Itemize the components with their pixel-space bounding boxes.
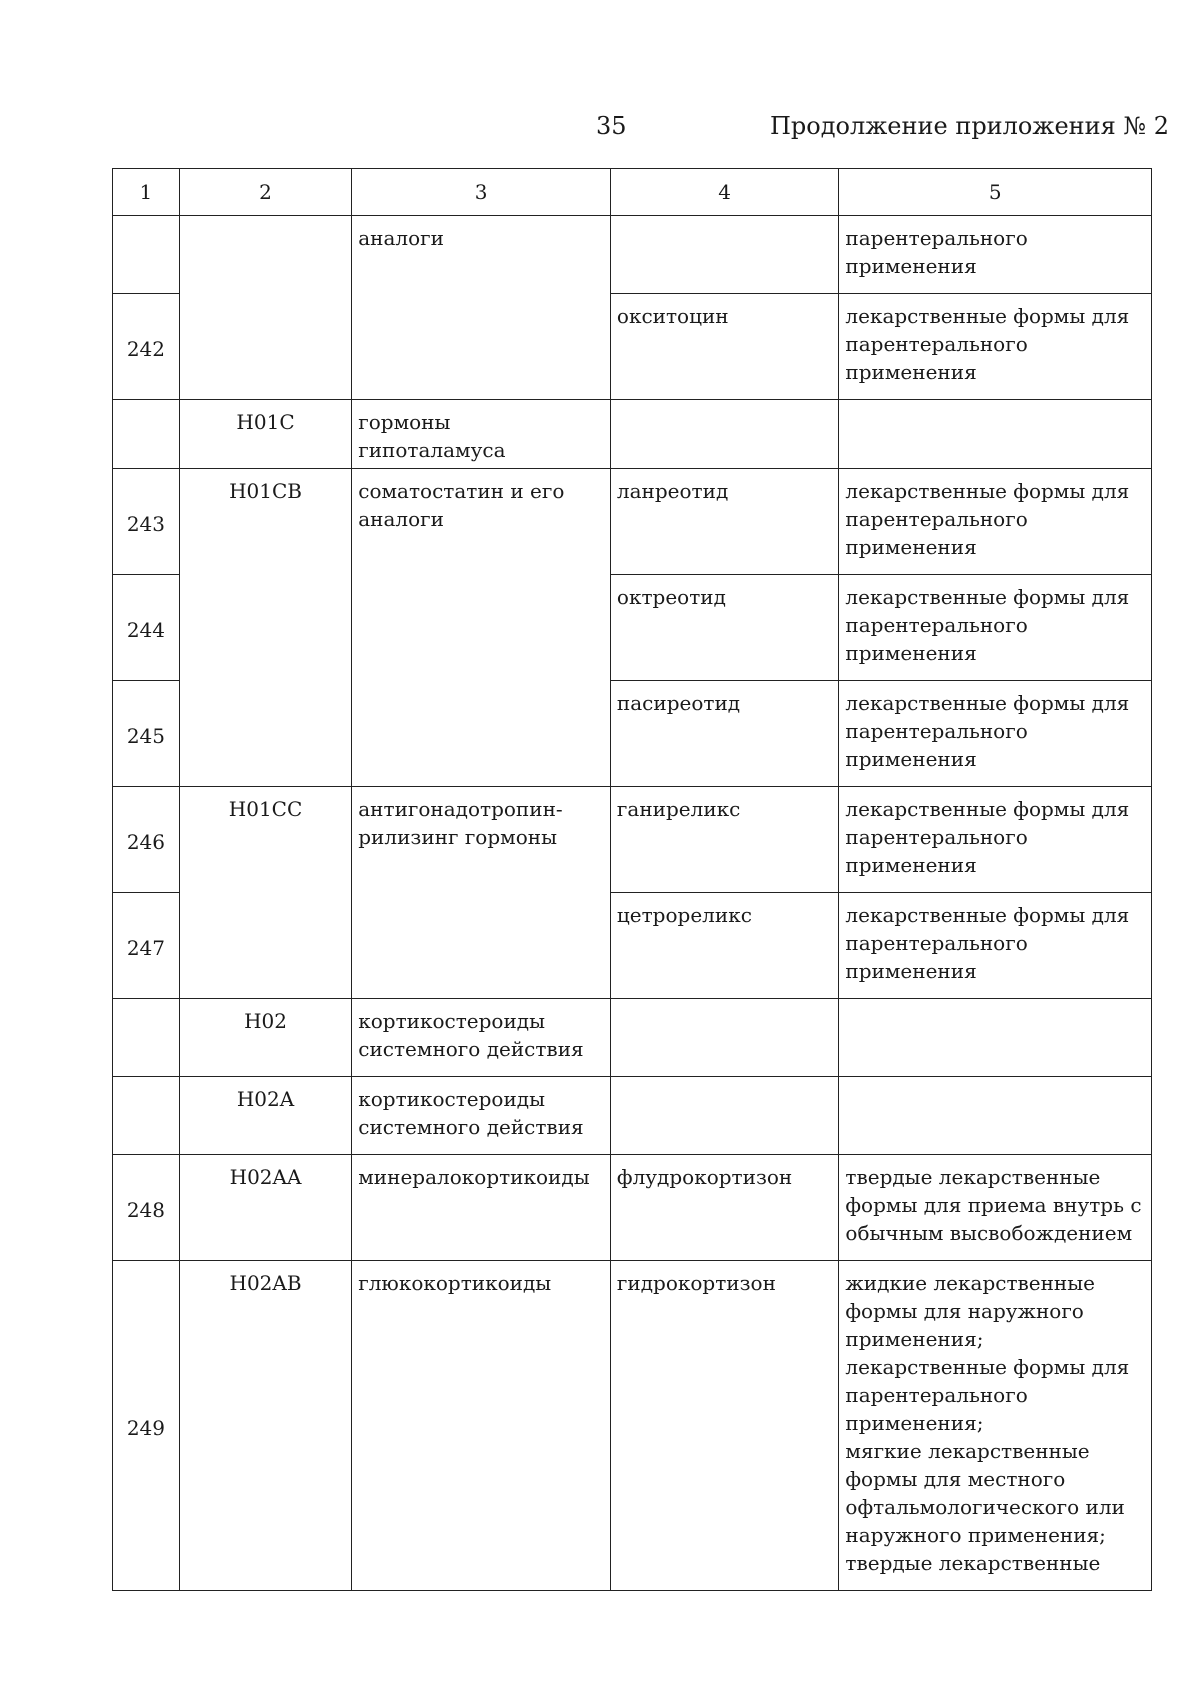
dosage-form [839, 1077, 1152, 1155]
row-number: 247 [113, 893, 180, 999]
column-header-1: 1 [113, 169, 180, 216]
column-header-2: 2 [179, 169, 351, 216]
atc-code: H02AA [179, 1155, 351, 1261]
dosage-form: лекарственные формы для парентерального применения [839, 893, 1152, 999]
atc-code: H01C [179, 400, 351, 469]
group-name: кортикостероиды системного действия [352, 1077, 611, 1155]
table-row [113, 999, 1152, 1077]
atc-code [179, 216, 351, 400]
table-header-row [113, 169, 1152, 216]
atc-code: H01CC [179, 787, 351, 999]
column-header-3: 3 [352, 169, 611, 216]
drug-name: ланреотид [610, 469, 838, 575]
row-number: 245 [113, 681, 180, 787]
atc-code: H02 [179, 999, 351, 1077]
page-header: Продолжение приложения № 2 [770, 112, 1170, 140]
row-number: 249 [113, 1261, 180, 1591]
row-number: 243 [113, 469, 180, 575]
dosage-form: твердые лекарственные формы для приема внутрь с обычным высвобождением [839, 1155, 1152, 1261]
dosage-form: лекарственные формы для парентерального применения [839, 294, 1152, 400]
group-name: минералокортикоиды [352, 1155, 611, 1261]
dosage-form: лекарственные формы для парентерального применения [839, 575, 1152, 681]
group-name: кортикостероиды системного действия [352, 999, 611, 1077]
table-row [113, 787, 1152, 893]
group-name: глюкокортикоиды [352, 1261, 611, 1591]
drug-name: цетрореликс [610, 893, 838, 999]
drug-name: флудрокортизон [610, 1155, 838, 1261]
dosage-form: лекарственные формы для парентерального применения [839, 469, 1152, 575]
table-row [113, 216, 1152, 294]
drug-name: окситоцин [610, 294, 838, 400]
drug-name: гидрокортизон [610, 1261, 838, 1591]
row-number [113, 999, 180, 1077]
group-name: гормоны гипоталамуса [352, 400, 611, 469]
group-name: аналоги [352, 216, 611, 400]
drug-name [610, 216, 838, 294]
table-row [113, 1261, 1152, 1591]
dosage-form: лекарственные формы для парентерального применения [839, 787, 1152, 893]
drug-name: октреотид [610, 575, 838, 681]
column-header-4: 4 [610, 169, 838, 216]
row-number [113, 400, 180, 469]
row-number: 244 [113, 575, 180, 681]
group-name: соматостатин и его аналоги [352, 469, 611, 787]
dosage-form: парентерального применения [839, 216, 1152, 294]
drug-name: пасиреотид [610, 681, 838, 787]
column-header-5: 5 [839, 169, 1152, 216]
atc-code: H02A [179, 1077, 351, 1155]
row-number [113, 1077, 180, 1155]
drug-name [610, 999, 838, 1077]
group-name: антигонадотропин- рилизинг гормоны [352, 787, 611, 999]
row-number [113, 216, 180, 294]
drug-name [610, 400, 838, 469]
dosage-form [839, 999, 1152, 1077]
atc-code: H02AB [179, 1261, 351, 1591]
table-row [113, 469, 1152, 575]
table-row [113, 1155, 1152, 1261]
table-row [113, 400, 1152, 469]
dosage-form [839, 400, 1152, 469]
page-number: 35 [596, 112, 627, 140]
dosage-form: жидкие лекарственные формы для наружного применения; лекарственные формы для парентерального применения; мягкие лекарственные формы для местного офтальмологического или наружного применения; твердые лекарственные [839, 1261, 1152, 1591]
dosage-form: лекарственные формы для парентерального применения [839, 681, 1152, 787]
drug-table [112, 168, 1152, 1591]
row-number: 248 [113, 1155, 180, 1261]
drug-name [610, 1077, 838, 1155]
drug-name: ганиреликс [610, 787, 838, 893]
row-number: 246 [113, 787, 180, 893]
atc-code: H01CB [179, 469, 351, 787]
row-number: 242 [113, 294, 180, 400]
table-row [113, 1077, 1152, 1155]
